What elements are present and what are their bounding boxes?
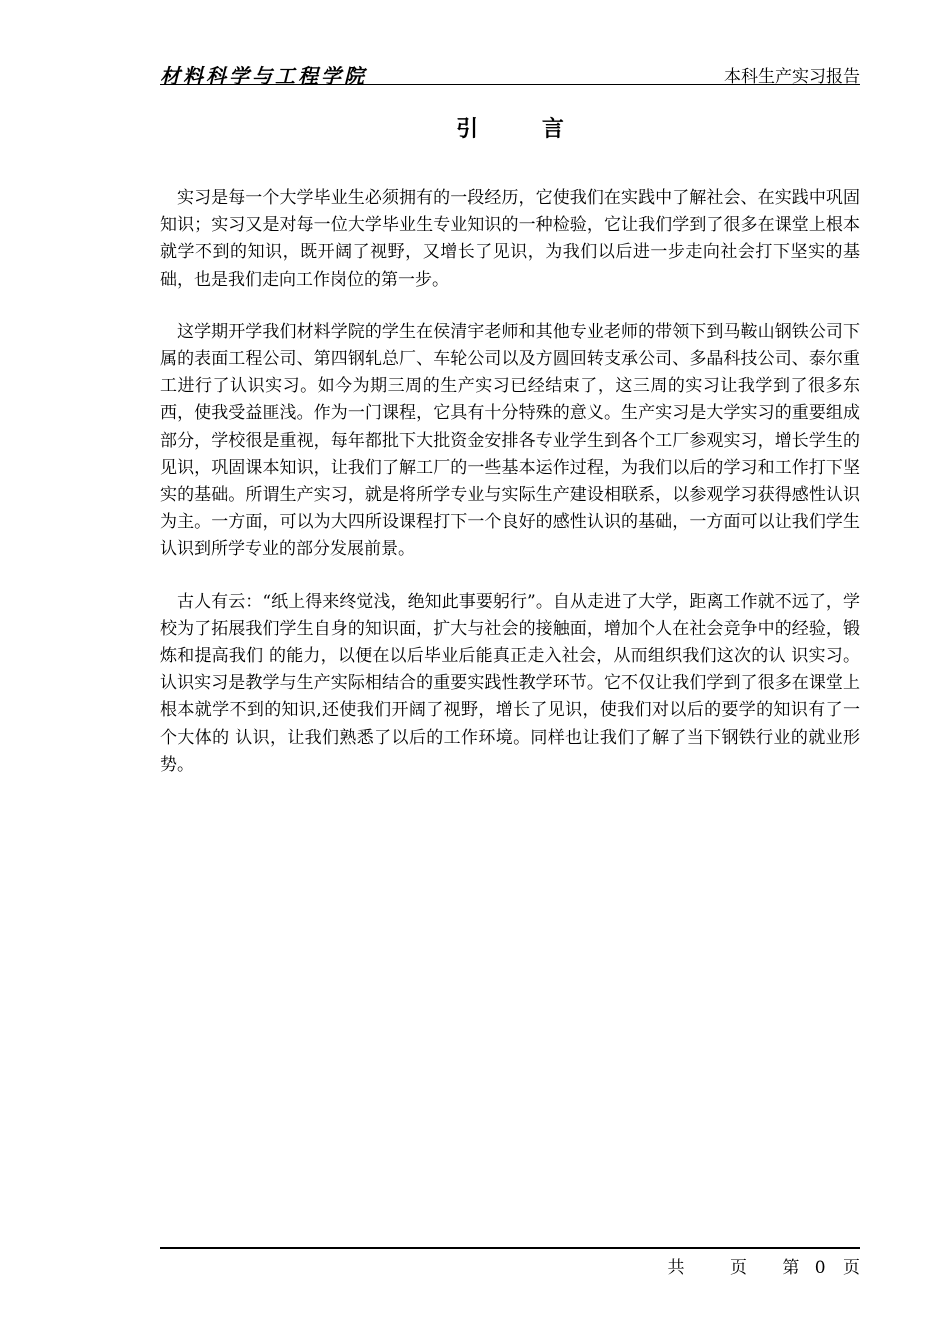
body-text: [160, 185, 860, 804]
report-type: 本科生产实习报告: [724, 67, 860, 87]
section-title: 引 言: [456, 117, 592, 142]
header-divider: [160, 84, 860, 85]
footer-page-number: 0: [814, 1258, 826, 1278]
footer-divider: [160, 1247, 860, 1249]
paragraph-1: 实习是每一个大学毕业生必须拥有的一段经历，它使我们在实践中了解社会、在实践中巩固知识；实习又是对每一位大学毕业生专业知识的一种检验，它让我们学到了很多在课堂上根本就学不到的知识，既开阔了视野，又增长了见识，为我们以后进一步走向社会打下坚实的基础，也是我们走向工作岗位的第一步。: [160, 188, 860, 290]
footer-total-label: 共: [667, 1258, 685, 1278]
page-header: [160, 58, 860, 86]
school-name: 材料科学与工程学院: [160, 64, 367, 88]
footer-page-unit-2: 页: [843, 1258, 860, 1278]
page-footer: [668, 1253, 860, 1278]
footer-page-unit-1: 页: [729, 1258, 747, 1278]
paragraph-3: 古人有云：“纸上得来终觉浅，绝知此事要躬行”。自从走进了大学，距离工作就不远了，学校为了拓展我们学生自身的知识面，扩大与社会的接触面，增加个人在社会竞争中的经验，锻炼和提高我们 的能力，以便在以后毕业后能真正走入社会，从而组织我们这次的认 识实习。认识实习是教学与生产实际相结合的重要实践性教学环节。它不仅让我们学到了很多在课堂上根本就学不到的知识,还使我们开阔了视野，增长了见识，使我们对以后的要学的知识有了一个大体的 认识，让我们熟悉了以后的工作环境。同样也让我们了解了当下钢铁行业的就业形势。: [160, 591, 860, 775]
paragraph-2: 这学期开学我们材料学院的学生在侯清宇老师和其他专业老师的带领下到马鞍山钢铁公司下属的表面工程公司、第四钢轧总厂、车轮公司以及方圆回转支承公司、多晶科技公司、泰尔重工进行了认识实习。如今为期三周的生产实习已经结束了，这三周的实习让我学到了很多东西，使我受益匪浅。作为一门课程，它具有十分特殊的意义。生产实习是大学实习的重要组成部分，学校很是重视，每年都批下大批资金安排各专业学生到各个工厂参观实习，增长学生的见识，巩固课本知识，让我们了解工厂的一些基本运作过程，为我们以后的学习和工作打下坚实的基础。所谓生产实习，就是将所学专业与实际生产建设相联系，以参观学习获得感性认识为主。一方面，可以为大四所设课程打下一个良好的感性认识的基础，一方面可以让我们学生认识到所学专业的部分发展前景。: [160, 321, 860, 560]
footer-current-label: 第: [782, 1258, 800, 1278]
